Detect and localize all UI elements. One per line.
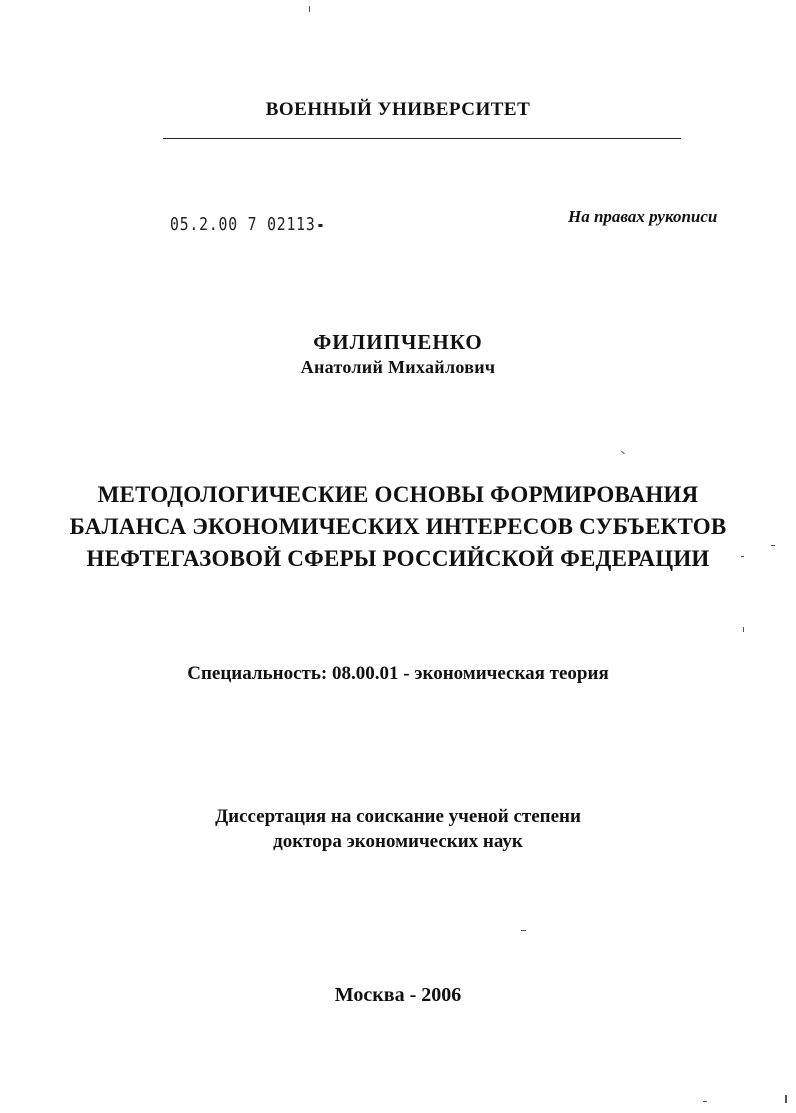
degree-line-1: Диссертация на соискание ученой степени [215, 806, 581, 827]
title-line-1: МЕТОДОЛОГИЧЕСКИЕ ОСНОВЫ ФОРМИРОВАНИЯ [97, 482, 699, 507]
title-line-2: БАЛАНСА ЭКОНОМИЧЕСКИХ ИНТЕРЕСОВ СУБЪЕКТОВ [69, 514, 727, 539]
scan-speck [743, 627, 744, 632]
scan-speck [621, 451, 625, 454]
manuscript-rights-note: На правах рукописи [568, 207, 718, 226]
author-given-names: Анатолий Михайлович [300, 357, 496, 377]
specialty: Специальность: 08.00.01 - экономическая теория [187, 663, 609, 684]
degree-line-2: доктора экономических наук [273, 831, 523, 852]
degree-statement [0, 804, 796, 854]
university-name: ВОЕННЫЙ УНИВЕРСИТЕТ [265, 99, 531, 120]
header-divider [163, 138, 681, 139]
author-surname: ФИЛИПЧЕНКО [313, 330, 483, 354]
archive-stamp-code: 05.2.00 7 02113 [170, 214, 316, 235]
scan-speck [741, 556, 744, 557]
city-year: Москва - 2006 [334, 984, 462, 1006]
title-line-3: НЕФТЕГАЗОВОЙ СФЕРЫ РОССИЙСКОЙ ФЕДЕРАЦИИ [86, 546, 710, 571]
stamp-dash-mark [318, 224, 322, 227]
scan-speck [785, 1095, 787, 1103]
scan-speck [771, 545, 775, 546]
archive-stamp [170, 214, 322, 235]
scan-speck [521, 930, 526, 931]
scan-speck [703, 1101, 707, 1102]
scan-speck [309, 6, 310, 12]
dissertation-title [0, 479, 796, 575]
